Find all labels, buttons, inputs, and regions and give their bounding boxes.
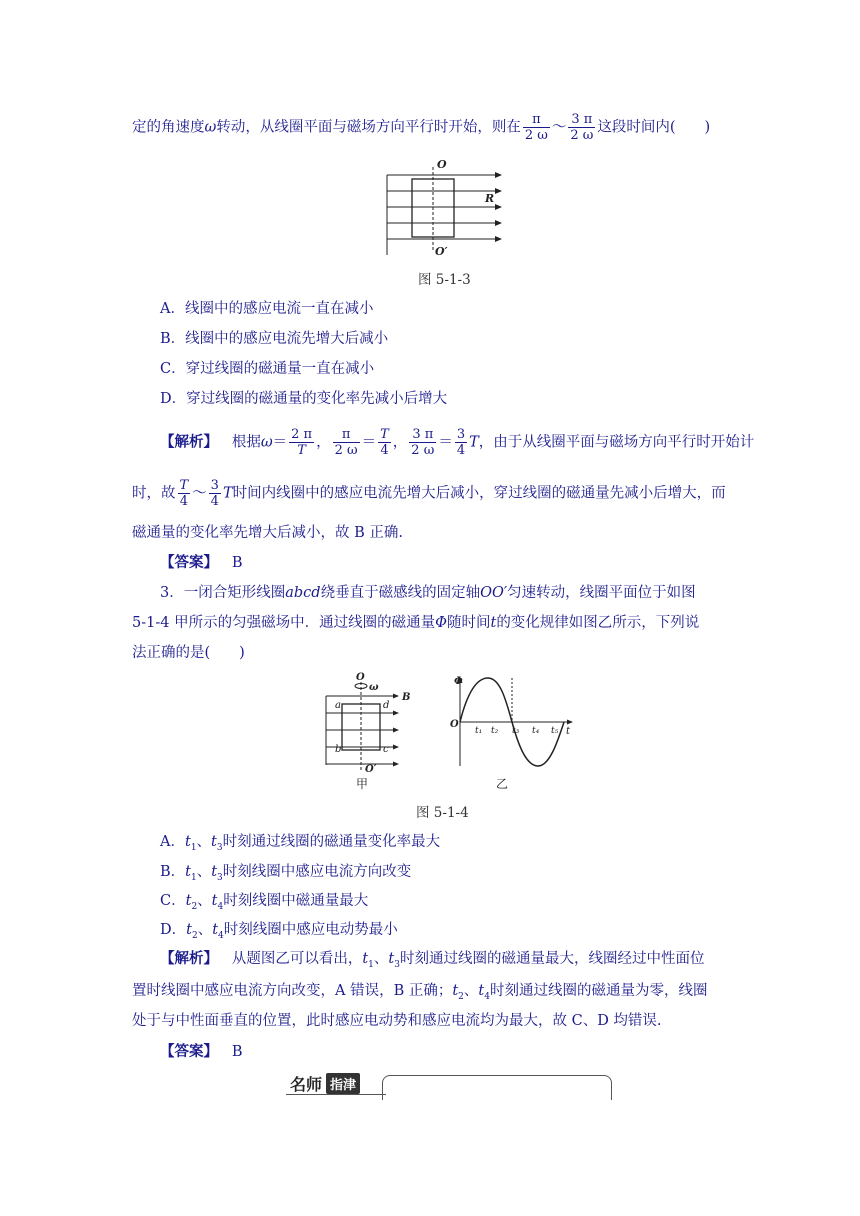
banner-badge: 指津 (326, 1073, 360, 1094)
q2-analysis-line3: 磁通量的变化率先增大后减小，故 B 正确. (132, 525, 403, 541)
figure-5-1-3-caption: 图 5-1-3 (418, 272, 471, 288)
banner-frame (382, 1075, 612, 1100)
q3-option-b: B．$t_1$、$t_3$时刻线圈中感应电流方向改变 (160, 864, 412, 883)
svg-text:t₃: t₃ (512, 726, 520, 736)
q2-analysis-line2: 时，故 $\frac{T}{4}$ ～ $\frac{3}{4}$ T时间内线圈中的感应电流先增大后减小，穿过线圈的磁通量先减小后增大，而 (132, 478, 726, 509)
svg-text:B: B (402, 692, 411, 703)
figure-5-1-3 (385, 155, 505, 255)
q2-option-b: B．线圈中的感应电流先增大后减小 (160, 331, 389, 347)
svg-text:d: d (383, 700, 390, 711)
q2-option-a: A．线圈中的感应电流一直在减小 (160, 301, 374, 317)
svg-text:R: R (485, 192, 495, 205)
q3-analysis-line3: 处于与中性面垂直的位置，此时感应电动势和感应电流均为最大，故 C、D 均错误. (132, 1013, 662, 1029)
figure-5-1-4-caption: 图 5-1-4 (416, 805, 469, 821)
q3-stem-line2: 5-1-4 甲所示的匀强磁场中．通过线圈的磁通量Φ随时间t的变化规律如图乙所示，下列说 (132, 615, 700, 631)
q2-answer: 【答案】 B (160, 554, 243, 571)
figure-5-1-4-yi (448, 670, 578, 790)
svg-text:甲: 甲 (356, 777, 369, 790)
q2-option-d: D．穿过线圈的磁通量的变化率先减小后增大 (160, 391, 448, 407)
svg-text:t₄: t₄ (532, 726, 540, 736)
q2-option-c: C．穿过线圈的磁通量一直在减小 (160, 361, 375, 377)
teacher-guide-banner (286, 1072, 612, 1102)
q3-answer: 【答案】 B (160, 1043, 243, 1060)
svg-text:Φ: Φ (454, 676, 463, 687)
svg-text:b: b (335, 744, 342, 755)
svg-text:O: O (437, 158, 447, 171)
q2-frac-end: $\frac{3 \pi}{2 \omega}$ (570, 112, 594, 143)
q2-frac-start: $\frac{\pi}{2 \omega}$ (524, 112, 548, 143)
q3-option-c: C．$t_2$、$t_4$时刻线圈中磁通量最大 (160, 893, 369, 912)
svg-text:ω: ω (369, 682, 379, 693)
svg-text:O′: O′ (365, 764, 377, 775)
svg-text:t₂: t₂ (491, 726, 499, 736)
svg-text:t: t (566, 726, 571, 737)
q3-option-d: D．$t_2$、$t_4$时刻线圈中感应电动势最小 (160, 922, 398, 941)
q3-analysis-line1: 【解析】 从题图乙可以看出，$t_1$、$t_3$时刻通过线圈的磁通量最大，线圈经过中性面位 (160, 950, 705, 970)
q3-stem-line1: 3．一闭合矩形线圈abcd绕垂直于磁感线的固定轴OO′匀速转动，线圈平面位于如图 (160, 585, 696, 601)
q3-option-a: A．$t_1$、$t_3$时刻通过线圈的磁通量变化率最大 (160, 834, 441, 853)
svg-text:t₁: t₁ (475, 726, 483, 736)
svg-text:O′: O′ (435, 245, 448, 255)
banner-title: 名师 (290, 1075, 323, 1094)
figure-5-1-4-jia (322, 670, 432, 790)
q3-analysis-line2: 置时线圈中感应电流方向改变，A 错误，B 正确；$t_2$、$t_4$时刻通过线圈的磁通量为零，线圈 (132, 983, 708, 1002)
q2-analysis-line1: 【解析】 根据ω＝ $\frac{2 \pi}{T}$ ， $\frac{\pi}{2 \omega}$ ＝ $\frac{T}{4}$ ， $\frac{3 \pi}{2 \omega}$ ＝ $\frac{3}{4}$ T，由于从线圈平面与磁场方向平行时开始计 (160, 427, 755, 458)
svg-text:O: O (356, 672, 365, 683)
svg-text:c: c (383, 744, 389, 755)
svg-text:a: a (335, 700, 341, 711)
svg-text:t₅: t₅ (551, 726, 559, 736)
q3-stem-line3: 法正确的是( ) (132, 645, 245, 661)
svg-text:乙: 乙 (496, 777, 509, 790)
q2-stem-line1: 定的角速度ω转动，从线圈平面与磁场方向平行时开始，则在 $\frac{\pi}{2 \omega}$ ～ $\frac{3 \pi}{2 \omega}$ 这段时间内( ) (132, 112, 711, 143)
svg-text:O: O (450, 719, 459, 730)
